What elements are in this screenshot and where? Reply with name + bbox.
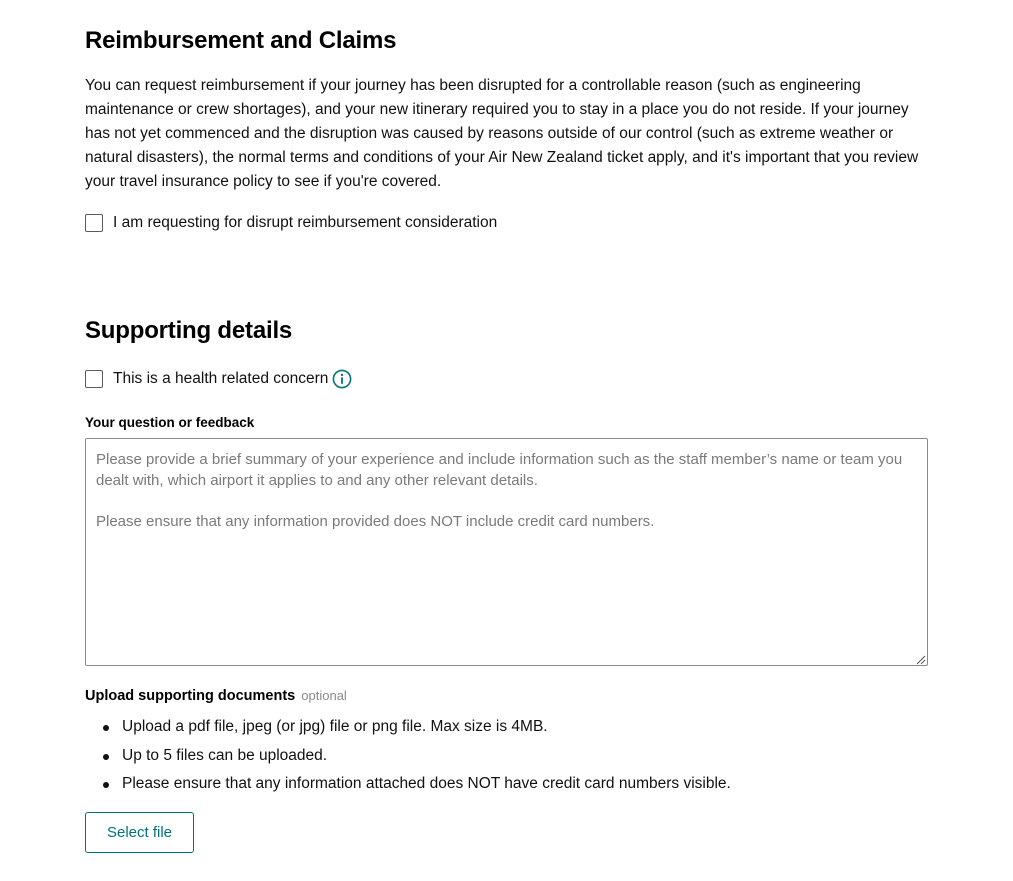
textarea-placeholder bbox=[96, 449, 911, 532]
resize-handle-icon[interactable] bbox=[914, 652, 926, 664]
health-concern-checkbox[interactable] bbox=[85, 370, 103, 388]
supporting-details-title: Supporting details bbox=[85, 317, 293, 344]
info-circle-icon[interactable] bbox=[332, 369, 352, 389]
textarea-placeholder-line-1: Please provide a brief summary of your experience and include information such as the staff member’s name or team you dealt with, which airport it applies to and any other relevant details. bbox=[96, 451, 903, 489]
disrupt-reimbursement-option[interactable] bbox=[85, 214, 497, 232]
textarea-placeholder-line-2: Please ensure that any information provided does NOT include credit card numbers. bbox=[96, 513, 655, 530]
health-concern-label[interactable]: This is a health related concern bbox=[113, 370, 329, 387]
list-item: Please ensure that any information attached does NOT have credit card numbers visible. bbox=[85, 770, 731, 799]
disrupt-reimbursement-checkbox[interactable] bbox=[85, 214, 103, 232]
list-item: Up to 5 files can be uploaded. bbox=[85, 742, 731, 771]
upload-rules-list bbox=[85, 713, 731, 799]
upload-heading-label: Upload supporting documents bbox=[85, 688, 296, 704]
optional-tag: optional bbox=[301, 688, 347, 703]
reimbursement-description: You can request reimbursement if your journey has been disrupted for a controllable reason (such as engineering maintenance or crew shortages), and your new itinerary required you to stay in a place you do not reside. If your journey has not yet commenced and the disruption was caused by reasons outside of our control (such as extreme weather or natural disasters), the normal terms and conditions of your Air New Zealand ticket apply, and it's important that you review your travel insurance policy to see if you're covered. bbox=[85, 77, 919, 190]
select-file-button[interactable]: Select file bbox=[85, 812, 194, 853]
question-field-label: Your question or feedback bbox=[85, 415, 255, 430]
question-feedback-textarea[interactable] bbox=[85, 438, 928, 666]
health-concern-option[interactable] bbox=[85, 369, 352, 389]
reimbursement-title: Reimbursement and Claims bbox=[85, 27, 397, 54]
upload-heading bbox=[85, 688, 347, 704]
list-item: Upload a pdf file, jpeg (or jpg) file or png file. Max size is 4MB. bbox=[85, 713, 731, 742]
disrupt-reimbursement-label[interactable]: I am requesting for disrupt reimbursement consideration bbox=[113, 214, 498, 231]
